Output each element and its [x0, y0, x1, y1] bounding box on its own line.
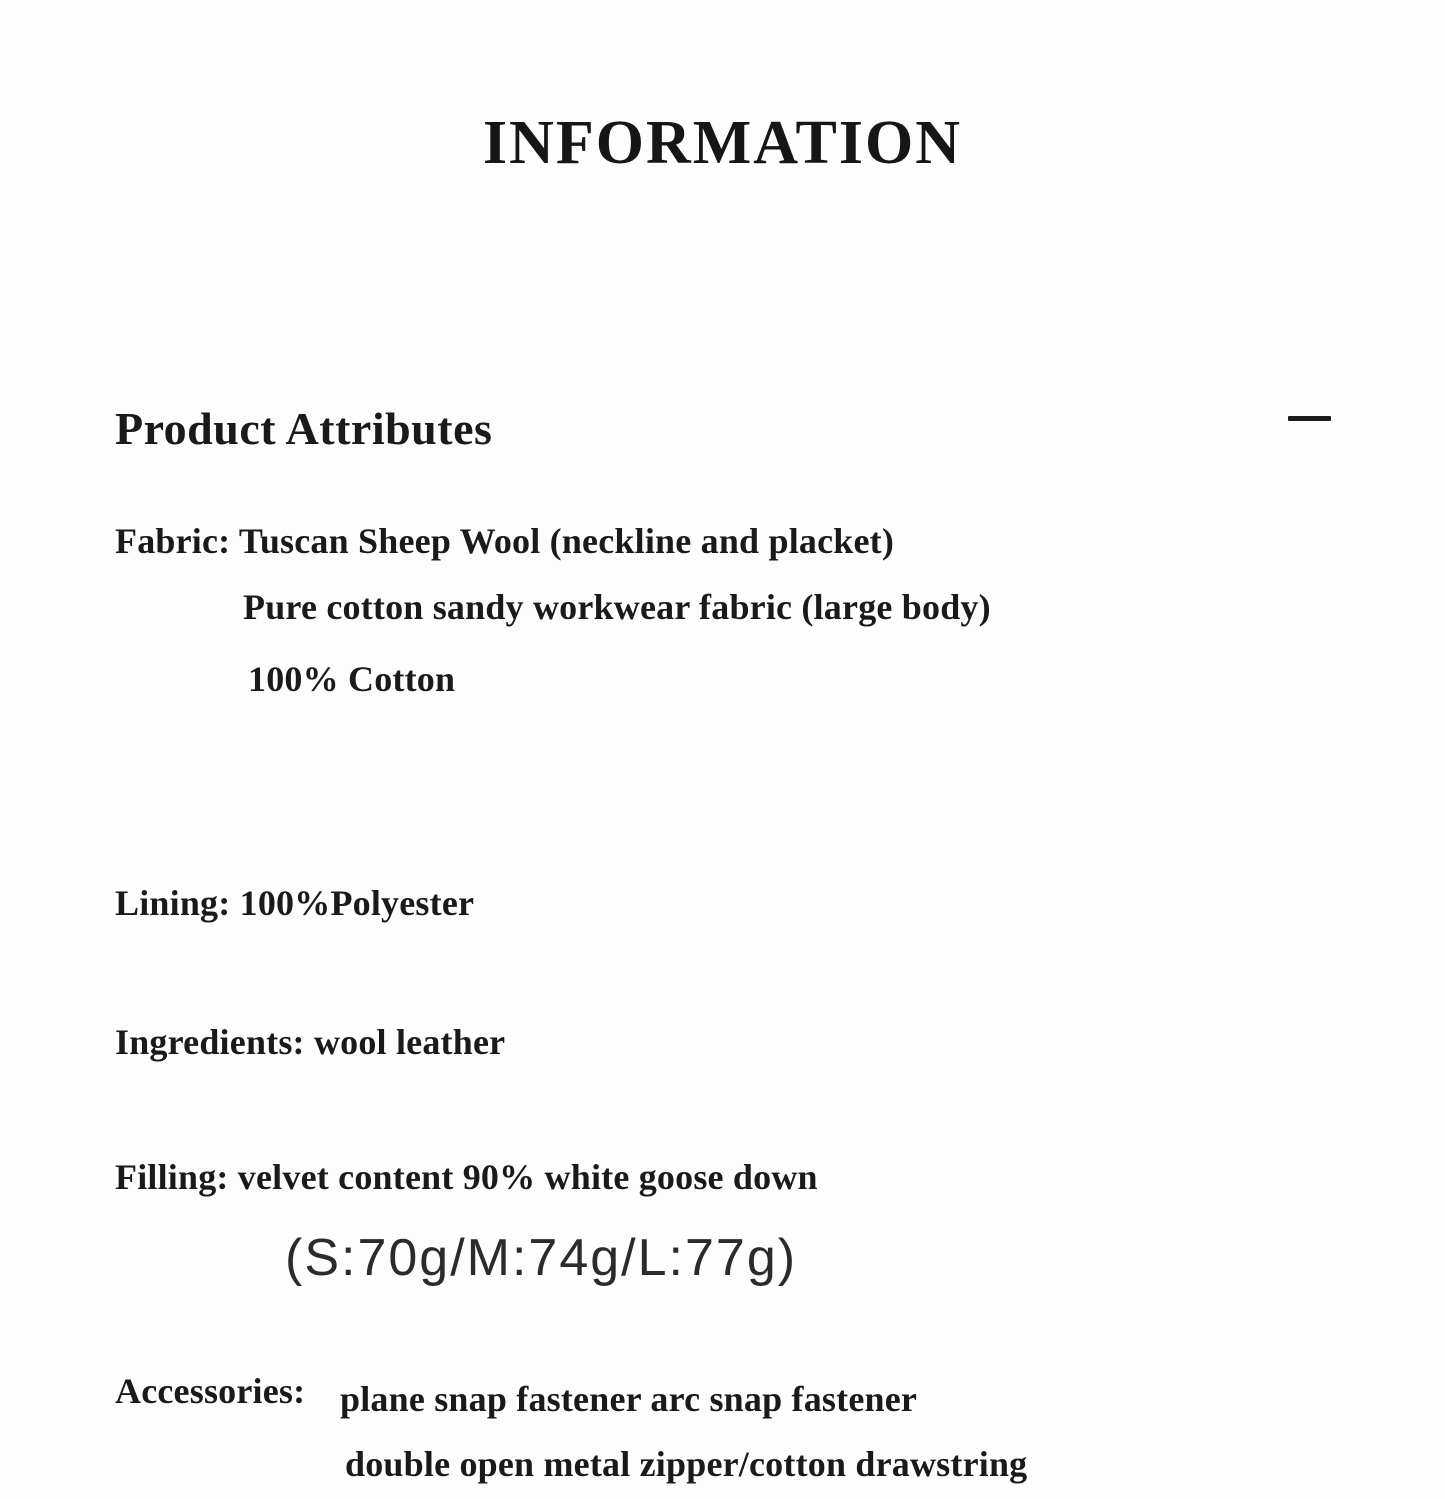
lining-line: Lining: 100%Polyester	[115, 883, 475, 923]
section-heading: Product Attributes	[115, 403, 493, 454]
page-title: INFORMATION	[483, 109, 962, 177]
fabric-line-2: Pure cotton sandy workwear fabric (large body)	[243, 587, 991, 627]
accessories-label: Accessories:	[115, 1371, 306, 1411]
accessories-line-1: plane snap fastener arc snap fastener	[340, 1379, 918, 1419]
fabric-line-3: 100% Cotton	[248, 659, 456, 699]
filling-line: Filling: velvet content 90% white goose down	[115, 1157, 818, 1197]
ingredients-line: Ingredients: wool leather	[115, 1022, 506, 1062]
filling-weights-line: (S:70g/M:74g/L:77g)	[285, 1229, 798, 1287]
accessories-line-2: double open metal zipper/cotton drawstring	[345, 1444, 1028, 1484]
collapse-minus-icon[interactable]	[1288, 416, 1331, 421]
product-attributes-accordion-header[interactable]	[0, 398, 1445, 470]
fabric-line-1: Fabric: Tuscan Sheep Wool (neckline and placket)	[115, 521, 895, 561]
